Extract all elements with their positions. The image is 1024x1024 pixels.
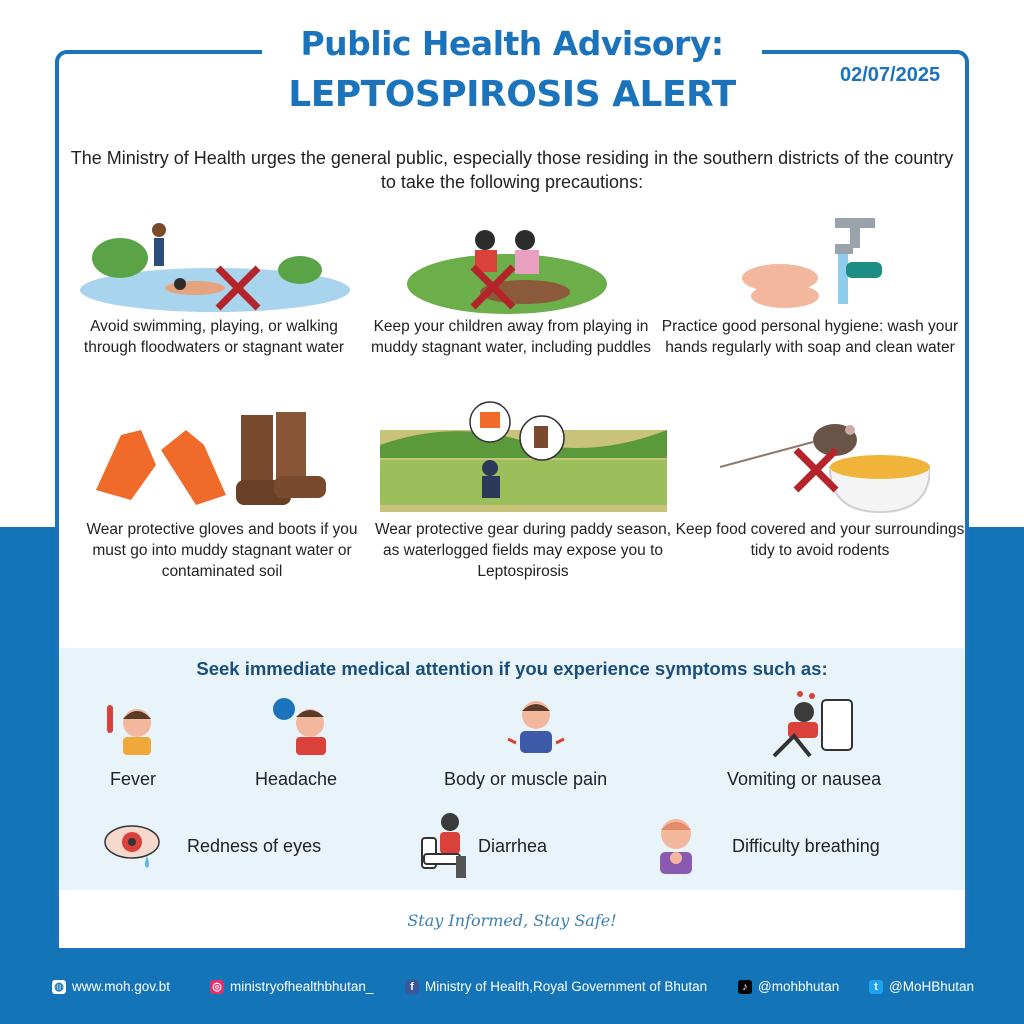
facebook-text: Ministry of Health,Royal Government of Bhutan [425, 979, 708, 994]
floodwater-swimming-icon [80, 218, 350, 313]
page-title: Public Health Advisory: [300, 24, 724, 63]
symptom-label-breathing: Difficulty breathing [732, 836, 880, 856]
footer-website[interactable] [52, 979, 170, 994]
symptom-label-headache: Headache [255, 769, 338, 789]
symptom-label-diarrhea: Diarrhea [478, 836, 548, 856]
red-eye-icon [103, 822, 161, 870]
symptom-label-body-pain: Body or muscle pain [444, 769, 608, 789]
precaution-text-floodwater: Avoid swimming, playing, or walking through floodwaters or stagnant water [83, 318, 345, 356]
symptoms-heading: Seek immediate medical attention if you experience symptoms such as: [196, 658, 828, 679]
handwashing-icon [740, 216, 890, 314]
website-text: www.moh.gov.bt [72, 979, 171, 994]
footer-twitter[interactable] [869, 979, 974, 994]
facebook-icon: f [405, 980, 419, 994]
globe-icon: ◍ [52, 980, 66, 994]
precaution-text-children: Keep your children away from playing in muddy stagnant water, including puddles [370, 318, 652, 356]
intro-text: The Ministry of Health urges the general public, especially those residing in the southern districts of the country to take the following precautions: [70, 148, 954, 192]
fever-icon [103, 697, 159, 757]
symptom-label-fever: Fever [110, 769, 157, 789]
tagline: Stay Informed, Stay Safe! [407, 911, 617, 930]
precaution-text-paddy: Wear protective gear during paddy season, as waterlogged fields may expose you to Leptospirosis [374, 521, 672, 580]
footer-tiktok[interactable] [738, 979, 839, 994]
twitter-text: @MoHBhutan [889, 979, 974, 994]
tiktok-text: @mohbhutan [758, 979, 840, 994]
tiktok-icon: ♪ [738, 980, 752, 994]
paddy-field-icon [380, 400, 667, 512]
symptom-label-red-eyes: Redness of eyes [187, 836, 322, 856]
headache-icon [270, 695, 332, 757]
page-subtitle: LEPTOSPIROSIS ALERT [288, 74, 736, 115]
precaution-text-hygiene: Practice good personal hygiene: wash your hands regularly with soap and clean water [661, 318, 959, 356]
precaution-text-protective: Wear protective gloves and boots if you must go into muddy stagnant water or contaminated soil [86, 521, 358, 580]
symptom-label-vomiting: Vomiting or nausea [727, 769, 882, 789]
footer-instagram[interactable] [210, 979, 373, 994]
instagram-icon: ◎ [210, 980, 224, 994]
vomiting-icon [770, 690, 858, 760]
precaution-text-food: Keep food covered and your surroundings tidy to avoid rodents [675, 521, 965, 559]
body-pain-icon [506, 695, 566, 757]
instagram-text: ministryofhealthbhutan_ [230, 979, 374, 994]
rat-food-icon [720, 412, 930, 514]
twitter-icon: t [869, 980, 883, 994]
diarrhea-icon [420, 812, 472, 880]
gloves-boots-icon [86, 410, 331, 512]
footer-facebook[interactable] [405, 979, 707, 994]
breathing-icon [648, 814, 704, 876]
children-mud-icon [405, 222, 610, 314]
advisory-date: 02/07/2025 [840, 64, 941, 86]
